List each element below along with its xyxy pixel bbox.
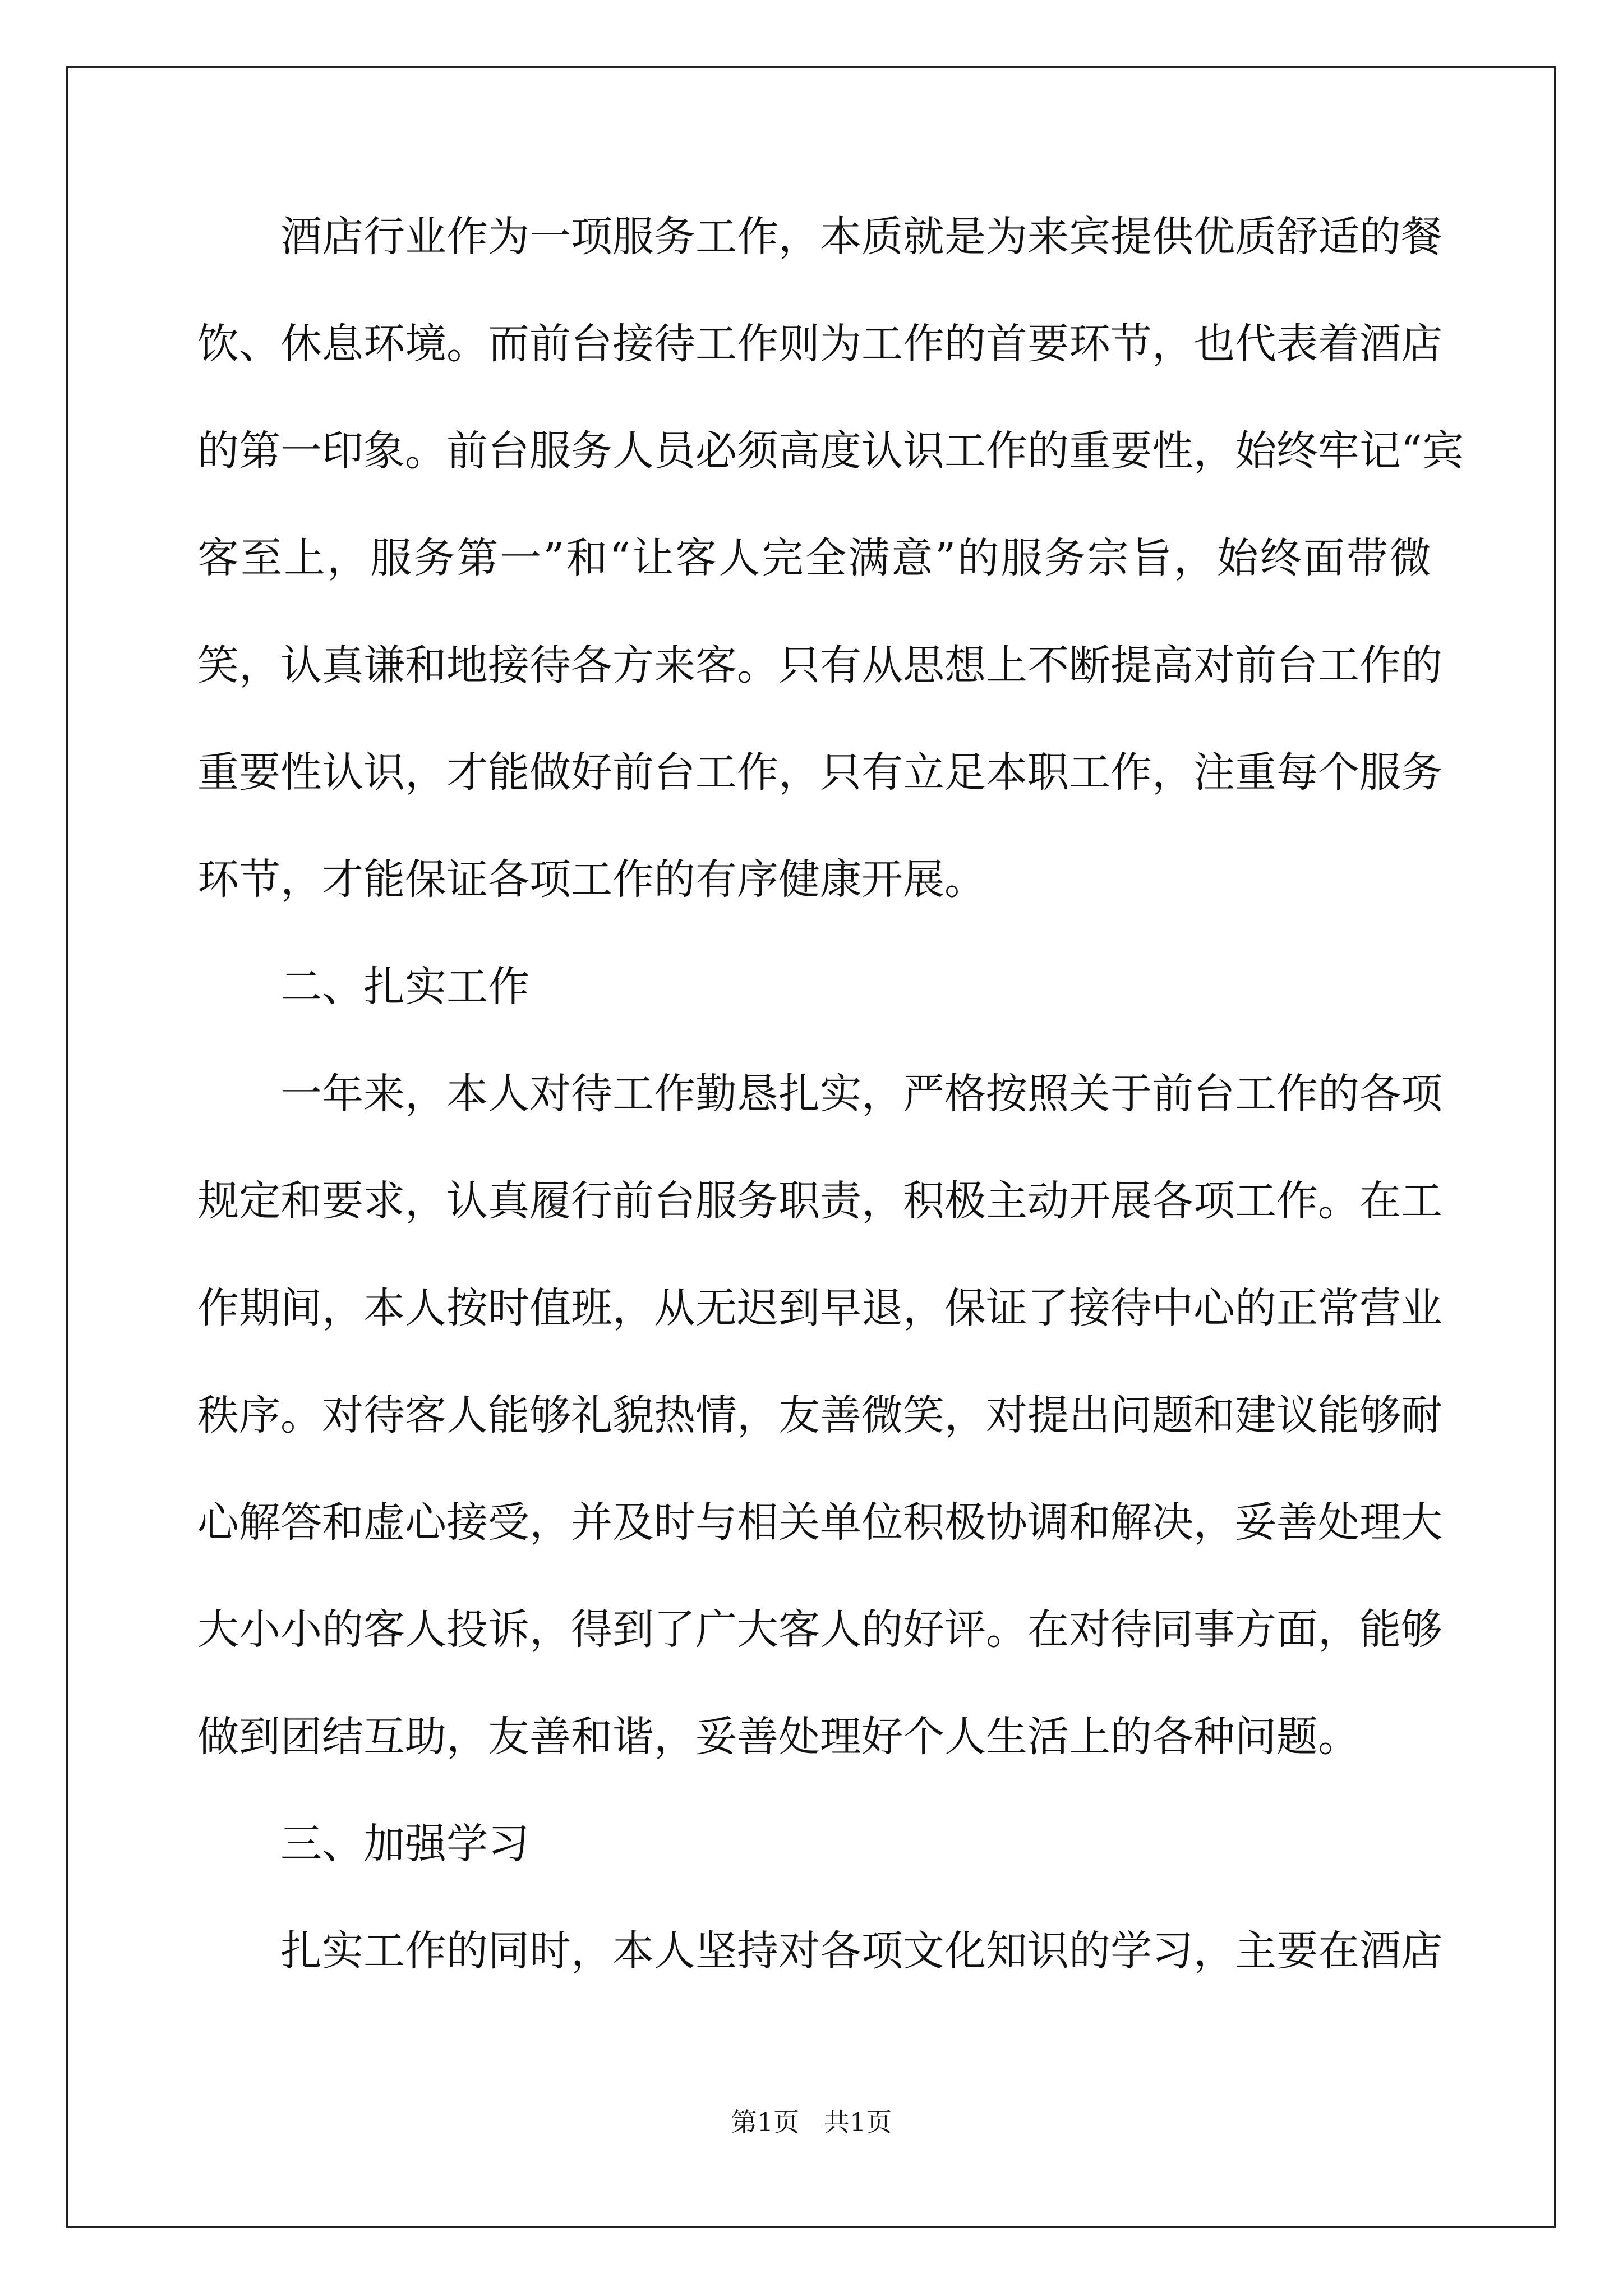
paragraph-1-line-4: 客至上，服务第一”和“让客人完全满意”的服务宗旨，始终面带微 — [197, 534, 1431, 582]
paragraph-2-line-5: 心解答和虚心接受，并及时与相关单位积极协调和解决，妥善处理大 — [197, 1498, 1442, 1547]
page-total: 共1页 — [824, 2107, 892, 2137]
section-heading-2: 二、扎实工作 — [280, 963, 529, 1011]
paragraph-1-line-2: 饮、休息环境。而前台接待工作则为工作的首要环节，也代表着酒店 — [197, 320, 1442, 368]
paragraph-1-line-5: 笑，认真谦和地接待各方来客。只有从思想上不断提高对前台工作的 — [197, 641, 1442, 689]
document-body — [197, 210, 1464, 2031]
paragraph-2-line-4: 秩序。对待客人能够礼貌热情，友善微笑，对提出问题和建议能够耐 — [197, 1391, 1442, 1439]
paragraph-1-line-1: 酒店行业作为一项服务工作，本质就是为来宾提供优质舒适的餐 — [280, 213, 1442, 261]
paragraph-3-line-1: 扎实工作的同时，本人坚持对各项文化知识的学习，主要在酒店 — [280, 1927, 1442, 1975]
paragraph-1-line-7: 环节，才能保证各项工作的有序健康开展。 — [197, 855, 986, 904]
section-heading-3: 三、加强学习 — [280, 1820, 529, 1868]
paragraph-1-line-3: 的第一印象。前台服务人员必须高度认识工作的重要性，始终牢记“宾 — [197, 427, 1464, 475]
paragraph-2-line-7: 做到团结互助，友善和谐，妥善处理好个人生活上的各种问题。 — [197, 1713, 1359, 1761]
page-footer — [0, 2106, 1623, 2138]
paragraph-1-line-6: 重要性认识，才能做好前台工作，只有立足本职工作，注重每个服务 — [197, 748, 1442, 797]
paragraph-2-line-6: 大小小的客人投诉，得到了广大客人的好评。在对待同事方面，能够 — [197, 1605, 1442, 1654]
paragraph-2-line-1: 一年来，本人对待工作勤恳扎实，严格按照关于前台工作的各项 — [280, 1070, 1442, 1118]
page-number: 第1页 — [731, 2107, 799, 2137]
paragraph-2-line-3: 作期间，本人按时值班，从无迟到早退，保证了接待中心的正常营业 — [197, 1284, 1442, 1332]
paragraph-2-line-2: 规定和要求，认真履行前台服务职责，积极主动开展各项工作。在工 — [197, 1177, 1442, 1225]
